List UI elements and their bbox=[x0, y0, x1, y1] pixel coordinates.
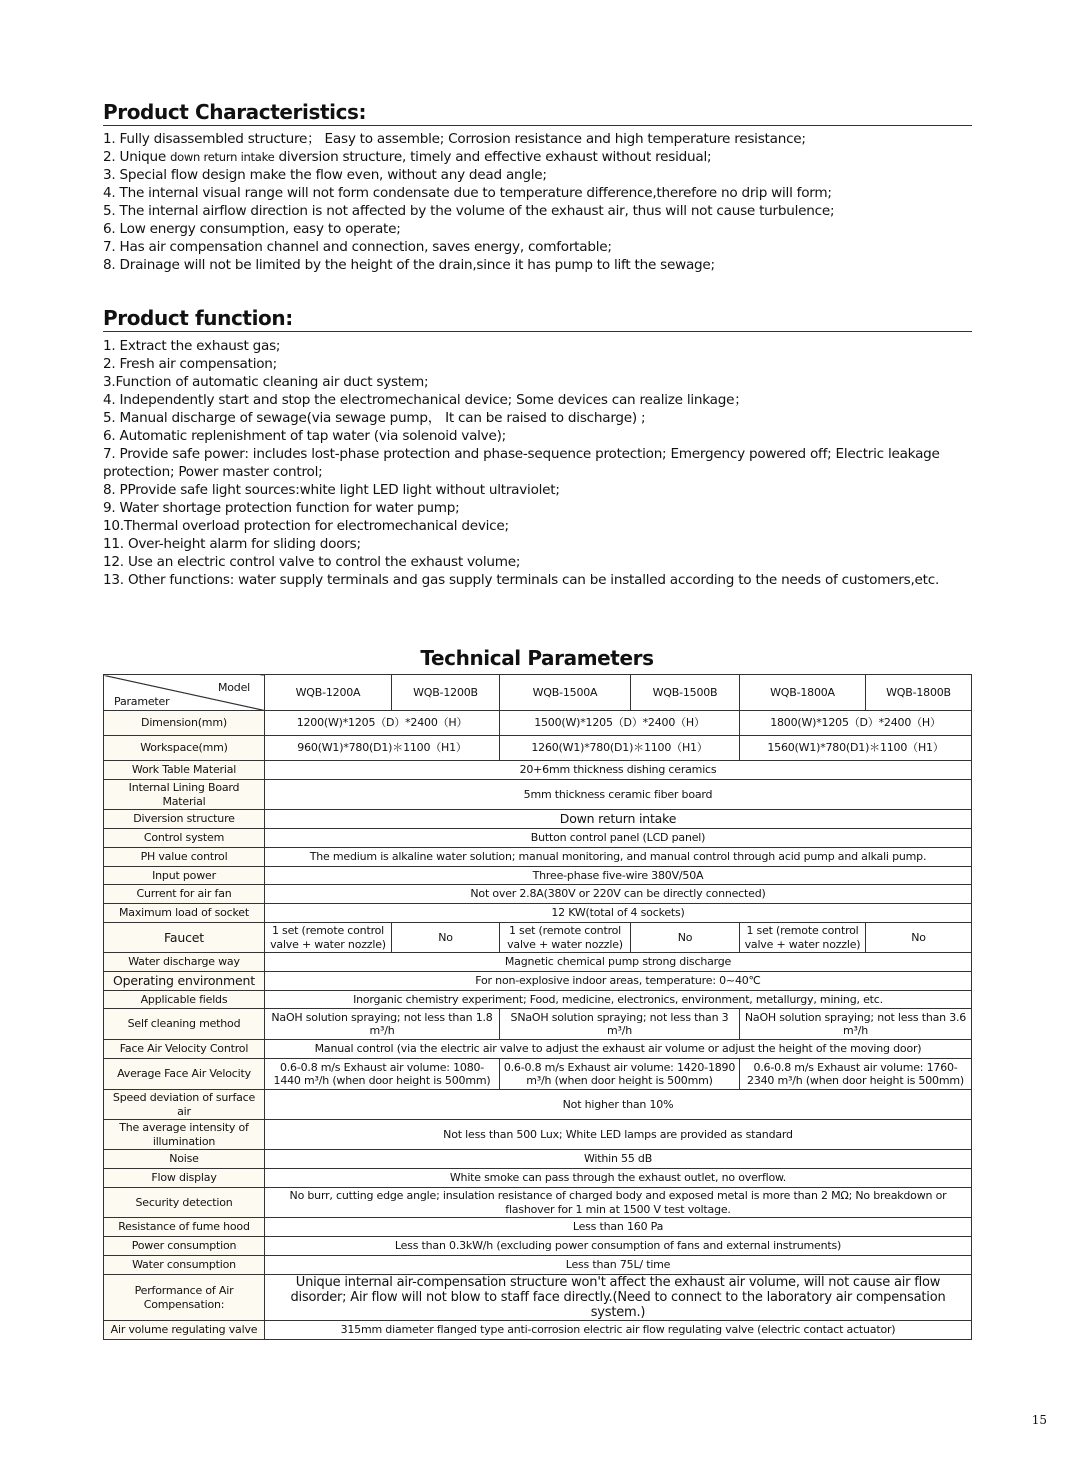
table-row bbox=[104, 885, 972, 904]
table-cell: 0.6-0.8 m/s Exhaust air volume: 1760-2340 m³/h (when door height is 500mm) bbox=[740, 1059, 972, 1090]
table-row bbox=[104, 761, 972, 780]
table-row bbox=[104, 867, 972, 885]
table-cell: 1260(W1)*780(D1)＊1100（H1） bbox=[500, 736, 740, 761]
function-item: 11. Over-height alarm for sliding doors; bbox=[103, 536, 361, 552]
model-header: WQB-1500A bbox=[500, 675, 631, 711]
table-cell: 1200(W)*1205（D）*2400（H） bbox=[265, 711, 500, 736]
table-cell: Magnetic chemical pump strong discharge bbox=[265, 953, 972, 972]
row-label: Water consumption bbox=[104, 1256, 265, 1275]
row-label: Resistance of fume hood bbox=[104, 1218, 265, 1237]
function-item: 9. Water shortage protection function for water pump; bbox=[103, 500, 460, 516]
table-cell: 1 set (remote control valve + water nozzle) bbox=[740, 923, 866, 953]
row-label: Face Air Velocity Control bbox=[104, 1040, 265, 1059]
table-cell: The medium is alkaline water solution; manual monitoring, and manual control through acid pump and alkali pump. bbox=[265, 848, 972, 867]
row-label: Water discharge way bbox=[104, 953, 265, 972]
table-row bbox=[104, 953, 972, 972]
row-label: The average intensity of illumination bbox=[104, 1120, 265, 1150]
table-row bbox=[104, 711, 972, 736]
model-parameter-header-cell bbox=[104, 675, 265, 711]
table-row bbox=[104, 1275, 972, 1321]
function-item: 1. Extract the exhaust gas; bbox=[103, 338, 281, 354]
row-label: Noise bbox=[104, 1150, 265, 1169]
characteristic-item: 1. Fully disassembled structure； Easy to assemble; Corrosion resistance and high temperature resistance; bbox=[103, 131, 806, 147]
table-cell: Down return intake bbox=[265, 810, 972, 829]
table-cell: For non-explosive indoor areas, temperature: 0~40℃ bbox=[265, 972, 972, 991]
table-cell: No bbox=[631, 923, 740, 953]
table-row bbox=[104, 1150, 972, 1169]
characteristic-item: 6. Low energy consumption, easy to operate; bbox=[103, 221, 401, 237]
model-header: WQB-1500B bbox=[631, 675, 740, 711]
table-cell: 960(W1)*780(D1)＊1100（H1） bbox=[265, 736, 500, 761]
table-row bbox=[104, 972, 972, 991]
characteristic-item: 3. Special flow design make the flow even, without any dead angle; bbox=[103, 167, 547, 183]
function-item: 2. Fresh air compensation; bbox=[103, 356, 277, 372]
function-item: 5. Manual discharge of sewage(via sewage pump， It can be raised to discharge) ; bbox=[103, 410, 646, 426]
table-cell: No bbox=[392, 923, 500, 953]
row-label: Air volume regulating valve bbox=[104, 1321, 265, 1340]
table-row bbox=[104, 1059, 972, 1090]
row-label: Diversion structure bbox=[104, 810, 265, 829]
characteristic-item: 8. Drainage will not be limited by the height of the drain,since it has pump to lift the sewage; bbox=[103, 257, 715, 273]
model-header: WQB-1200B bbox=[392, 675, 500, 711]
characteristics-title: Product Characteristics: bbox=[103, 100, 972, 126]
characteristic-item bbox=[103, 148, 972, 166]
table-cell: NaOH solution spraying; not less than 1.8 m³/h bbox=[265, 1009, 500, 1040]
table-row bbox=[104, 1218, 972, 1237]
table-header-row bbox=[104, 675, 972, 711]
table-row bbox=[104, 1237, 972, 1256]
row-label: Self cleaning method bbox=[104, 1009, 265, 1040]
function-item: 10.Thermal overload protection for electromechanical device; bbox=[103, 518, 509, 534]
table-cell: 1 set (remote control valve + water nozzle) bbox=[500, 923, 631, 953]
table-row bbox=[104, 780, 972, 810]
table-row bbox=[104, 1120, 972, 1150]
row-label: Maximum load of socket bbox=[104, 904, 265, 923]
function-item: 13. Other functions: water supply terminals and gas supply terminals can be installed according to the needs of customers,etc. bbox=[103, 572, 940, 588]
table-row bbox=[104, 904, 972, 923]
function-title: Product function: bbox=[103, 306, 972, 332]
model-header: WQB-1800B bbox=[866, 675, 972, 711]
table-row bbox=[104, 1321, 972, 1340]
table-cell: SNaOH solution spraying; not less than 3 m³/h bbox=[500, 1009, 740, 1040]
table-cell: Not higher than 10% bbox=[265, 1090, 972, 1120]
function-item: 7. Provide safe power: includes lost-phase protection and phase-sequence protection; Emergency powered off; Electric leakage protection; Power master control; bbox=[103, 446, 940, 480]
table-cell: 0.6-0.8 m/s Exhaust air volume: 1420-1890 m³/h (when door height is 500mm) bbox=[500, 1059, 740, 1090]
function-item: 4. Independently start and stop the electromechanical device; Some devices can realize linkage； bbox=[103, 392, 748, 408]
table-cell: Manual control (via the electric air valve to adjust the exhaust air volume or adjust the height of the moving door) bbox=[265, 1040, 972, 1059]
table-row bbox=[104, 1009, 972, 1040]
table-cell: NaOH solution spraying; not less than 3.6 m³/h bbox=[740, 1009, 972, 1040]
function-item: 6. Automatic replenishment of tap water (via solenoid valve); bbox=[103, 428, 506, 444]
function-item: 12. Use an electric control valve to control the exhaust volume; bbox=[103, 554, 521, 570]
table-row bbox=[104, 923, 972, 953]
table-row bbox=[104, 810, 972, 829]
table-cell: Less than 75L/ time bbox=[265, 1256, 972, 1275]
table-cell: Not over 2.8A(380V or 220V can be directly connected) bbox=[265, 885, 972, 904]
table-cell: Less than 160 Pa bbox=[265, 1218, 972, 1237]
page-number: 15 bbox=[1031, 1413, 1047, 1427]
row-label: Speed deviation of surface air bbox=[104, 1090, 265, 1120]
product-function-section bbox=[103, 306, 972, 589]
table-cell: Unique internal air-compensation structure won't affect the exhaust air volume, will not cause air flow disorder; Air flow will not blow to staff face directly.(Need to connect to the laboratory air compensation system.) bbox=[265, 1275, 972, 1321]
row-label: Flow display bbox=[104, 1169, 265, 1188]
row-label: Faucet bbox=[104, 923, 265, 953]
table-cell: White smoke can pass through the exhaust outlet, no overflow. bbox=[265, 1169, 972, 1188]
row-label: Control system bbox=[104, 829, 265, 848]
table-cell: 12 KW(total of 4 sockets) bbox=[265, 904, 972, 923]
row-label: Dimension(mm) bbox=[104, 711, 265, 736]
row-label: Internal Lining Board Material bbox=[104, 780, 265, 810]
model-header-label: Model bbox=[217, 681, 250, 694]
row-label: Performance of Air Compensation: bbox=[104, 1275, 265, 1321]
table-cell: Three-phase five-wire 380V/50A bbox=[265, 867, 972, 885]
characteristic-item-suffix: diversion structure, timely and effective exhaust without residual; bbox=[274, 149, 712, 165]
table-cell: 1500(W)*1205（D）*2400（H） bbox=[500, 711, 740, 736]
table-cell: Inorganic chemistry experiment; Food, medicine, electronics, environment, metallurgy, mining, etc. bbox=[265, 991, 972, 1009]
table-row bbox=[104, 829, 972, 848]
row-label: Input power bbox=[104, 867, 265, 885]
table-cell: 5mm thickness ceramic fiber board bbox=[265, 780, 972, 810]
table-cell: Less than 0.3kW/h (excluding power consumption of fans and external instruments) bbox=[265, 1237, 972, 1256]
product-characteristics-section bbox=[103, 100, 972, 274]
technical-parameters-table bbox=[103, 674, 972, 1340]
table-cell: 315mm diameter flanged type anti-corrosion electric air flow regulating valve (electric contact actuator) bbox=[265, 1321, 972, 1340]
row-label: Security detection bbox=[104, 1188, 265, 1218]
function-item: 3.Function of automatic cleaning air duct system; bbox=[103, 374, 429, 390]
table-cell: Within 55 dB bbox=[265, 1150, 972, 1169]
row-label: PH value control bbox=[104, 848, 265, 867]
characteristic-item-small-text: down return intake bbox=[170, 150, 275, 164]
table-row bbox=[104, 991, 972, 1009]
characteristic-item-prefix: 2. Unique bbox=[103, 149, 171, 165]
table-cell: Button control panel (LCD panel) bbox=[265, 829, 972, 848]
model-header: WQB-1800A bbox=[740, 675, 866, 711]
row-label: Operating environment bbox=[104, 972, 265, 991]
technical-parameters-title: Technical Parameters bbox=[420, 646, 654, 670]
function-item: 8. PProvide safe light sources:white light LED light without ultraviolet; bbox=[103, 482, 560, 498]
row-label: Average Face Air Velocity bbox=[104, 1059, 265, 1090]
table-row bbox=[104, 1040, 972, 1059]
row-label: Work Table Material bbox=[104, 761, 265, 780]
table-row bbox=[104, 1169, 972, 1188]
table-cell: 1560(W1)*780(D1)＊1100（H1） bbox=[740, 736, 972, 761]
row-label: Workspace(mm) bbox=[104, 736, 265, 761]
table-row bbox=[104, 1090, 972, 1120]
table-cell: 20+6mm thickness dishing ceramics bbox=[265, 761, 972, 780]
model-header: WQB-1200A bbox=[265, 675, 392, 711]
table-cell: Not less than 500 Lux; White LED lamps are provided as standard bbox=[265, 1120, 972, 1150]
row-label: Applicable fields bbox=[104, 991, 265, 1009]
table-cell: 0.6-0.8 m/s Exhaust air volume: 1080-1440 m³/h (when door height is 500mm) bbox=[265, 1059, 500, 1090]
row-label: Power consumption bbox=[104, 1237, 265, 1256]
table-cell: 1 set (remote control valve + water nozzle) bbox=[265, 923, 392, 953]
table-cell: No burr, cutting edge angle; insulation resistance of charged body and exposed metal is more than 2 MΩ; No breakdown or flashover for 1 min at 1500 V test voltage. bbox=[265, 1188, 972, 1218]
table-row bbox=[104, 848, 972, 867]
parameter-header-label: Parameter bbox=[114, 694, 170, 708]
table-cell: 1800(W)*1205（D）*2400（H） bbox=[740, 711, 972, 736]
row-label: Current for air fan bbox=[104, 885, 265, 904]
table-row bbox=[104, 1256, 972, 1275]
characteristic-item: 7. Has air compensation channel and connection, saves energy, comfortable; bbox=[103, 239, 612, 255]
table-row bbox=[104, 736, 972, 761]
characteristic-item: 5. The internal airflow direction is not affected by the volume of the exhaust air, thus will not cause turbulence; bbox=[103, 203, 835, 219]
characteristic-item: 4. The internal visual range will not form condensate due to temperature difference,therefore no drip will form; bbox=[103, 185, 832, 201]
table-row bbox=[104, 1188, 972, 1218]
table-cell: No bbox=[866, 923, 972, 953]
